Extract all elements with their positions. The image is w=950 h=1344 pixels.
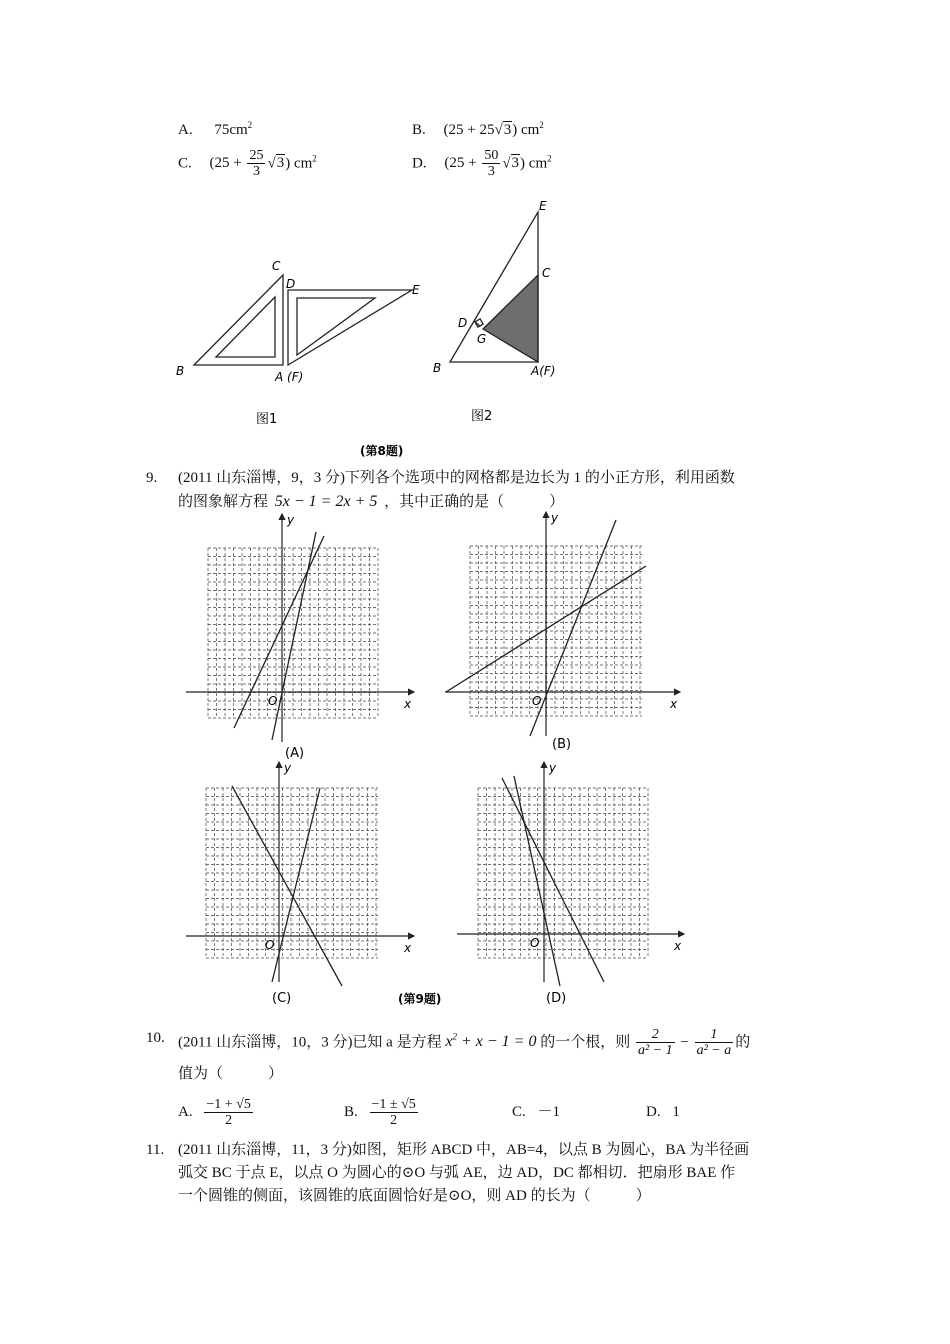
graph-a-line-2 (272, 532, 316, 740)
q10-equation-rest: + x − 1 = 0 (460, 1033, 537, 1051)
q8-option-b-suffix: ) cm (512, 122, 540, 138)
q10-line1 (178, 1014, 750, 1065)
q8-option-d: D. (25 + $\frac{50}{3}$ √3) $cm^2$ (412, 148, 552, 180)
q10-option-b (344, 1090, 420, 1134)
q10-option-a (178, 1090, 255, 1134)
q10-option-b-num: −1 ± √5 (371, 1096, 416, 1112)
q10-option-c-value: －1 (537, 1104, 561, 1120)
graph-d-caption: (D) (546, 991, 567, 1006)
q11-line2: 弧交 BC 于点 E，以点 O 为圆心的⊙O 与弧 AE，边 AD，DC 都相切．把扇形 BAE 作 (178, 1165, 736, 1181)
fig2-label-d: D (458, 316, 468, 330)
fig1-label-c: C (272, 259, 281, 273)
q10-frac2-num: 1 (695, 1027, 734, 1043)
q8-option-d-den: 3 (487, 164, 495, 180)
graph-c-y-label: y (284, 761, 292, 775)
q8-option-a (178, 120, 252, 139)
graph-b-origin-label: O (532, 694, 542, 708)
q8-caption: (第8题) (360, 444, 404, 458)
fig1-label-d: D (286, 277, 296, 291)
q9-graphs (0, 510, 950, 1010)
q8-option-b-label: B. (412, 122, 426, 138)
q9-line1: (2011 山东淄博，9，3 分)下列各个选项中的网格都是边长为 1 的小正方形，利用函数 (178, 470, 735, 486)
q10-text-end: 的 (735, 1034, 751, 1051)
q10-option-a-num: −1 + √5 (206, 1096, 251, 1112)
fig2-label-b: B (433, 361, 442, 375)
q8-option-d-suffix: ) cm (520, 155, 548, 172)
q8-option-b-root: 3 (503, 122, 512, 138)
q9-line2-prefix: 的图象解方程 (178, 494, 269, 510)
q8-figure-2 (450, 212, 538, 362)
q10-option-a-den: 2 (225, 1113, 233, 1129)
q10-option-b-label: B. (344, 1104, 358, 1120)
q8-option-c-prefix: (25 + (209, 155, 242, 172)
q10-option-d-label: D. (646, 1104, 661, 1120)
q10-frac2-den: a² − a (696, 1043, 732, 1059)
q10-option-c (512, 1100, 560, 1124)
graph-c-origin-label: O (265, 938, 275, 952)
q8-option-d-sup: 2 (547, 153, 552, 164)
q8-option-c-root: 3 (276, 155, 285, 172)
graph-a-x-label: x (404, 697, 412, 711)
q8-option-d-root: 3 (511, 155, 520, 172)
q8-option-a-value: 75cm (214, 122, 248, 138)
fig2-label-af: A(F) (531, 364, 556, 378)
graph-b-y-label: y (551, 511, 559, 525)
q8-option-c-den: 3 (252, 164, 260, 180)
q8-option-a-sup: 2 (247, 120, 253, 130)
q11-line1: (2011 山东淄博，11，3 分)如图，矩形 ABCD 中，AB=4，以点 B 为圆心，BA 为半径画 (178, 1142, 750, 1158)
graph-c-caption: (C) (272, 991, 292, 1006)
q8-option-d-label: D. (412, 155, 427, 172)
q8-option-c: C. (25 + $\frac{25}{3}$ √3) $cm^2$ (178, 148, 317, 180)
graph-b-x-label: x (670, 697, 678, 711)
graph-a-y-label: y (287, 513, 295, 527)
q8-option-d-prefix: (25 + (444, 155, 477, 172)
graph-b-caption: (B) (552, 737, 572, 752)
fig2-label-c: C (542, 266, 551, 280)
graph-a-caption: (A) (285, 746, 305, 761)
q8-option-c-suffix: ) cm (285, 155, 313, 172)
q10-option-c-label: C. (512, 1104, 526, 1120)
q10-frac1-num: 2 (636, 1027, 675, 1043)
q10-frac1-den: a² − 1 (637, 1043, 673, 1059)
q8-option-b: B. (25 + 25√3) $cm^2$ (412, 120, 544, 138)
q8-option-b-sup: 2 (539, 120, 544, 130)
q8-option-b-prefix: (25 + 25 (443, 122, 495, 138)
graph-d-origin-label: O (530, 936, 540, 950)
graph-b-line-2 (530, 520, 616, 736)
q8-option-d-num: 50 (484, 148, 499, 163)
q8-figures (0, 190, 950, 465)
q10-line2: 值为（ ） (178, 1066, 284, 1082)
graph-a-origin-label: O (268, 694, 278, 708)
q10-text-middle: 的一个根，则 (540, 1034, 631, 1051)
q9-line2-suffix: ，其中正确的是（ ） (384, 494, 565, 510)
fig2-label-e: E (539, 199, 547, 213)
q8-option-c-sup: 2 (312, 153, 317, 164)
q8-option-c-label: C. (178, 155, 192, 172)
q9-caption: (第9题) (398, 992, 442, 1006)
q10-option-d (646, 1100, 680, 1124)
fig1-label-b: B (176, 364, 185, 378)
graph-c-x-label: x (404, 941, 412, 955)
q11-number: 11. (146, 1142, 165, 1158)
fig1-label-e: E (412, 283, 420, 297)
q10-equation-sup: 2 (452, 1032, 457, 1042)
q8-option-c-num: 25 (249, 148, 264, 163)
graph-d-y-label: y (549, 761, 557, 775)
fig1-label-af: A (F) (275, 370, 304, 384)
q10-equation-base: x (445, 1033, 453, 1051)
fig2-caption: 图2 (471, 409, 493, 424)
q9-equation: 5x − 1 = 2x + 5 (274, 493, 378, 510)
fig2-label-g: G (477, 332, 487, 346)
q8-figure-1 (194, 275, 412, 365)
q10-option-a-label: A. (178, 1104, 193, 1120)
q10-minus: − (680, 1034, 689, 1051)
q11-line3: 一个圆锥的侧面，该圆锥的底面圆恰好是⊙O，则 AD 的长为（ ） (178, 1188, 651, 1204)
q10-option-d-value: 1 (672, 1104, 680, 1120)
q10-text-prefix: (2011 山东淄博，10，3 分)已知 a 是方程 (178, 1034, 442, 1051)
q10-option-b-den: 2 (390, 1113, 398, 1129)
q8-option-a-label: A. (178, 122, 193, 138)
fig1-caption: 图1 (256, 412, 278, 427)
graph-d-x-label: x (674, 939, 682, 953)
q10-number: 10. (146, 1030, 165, 1046)
q9-number: 9. (146, 470, 158, 486)
